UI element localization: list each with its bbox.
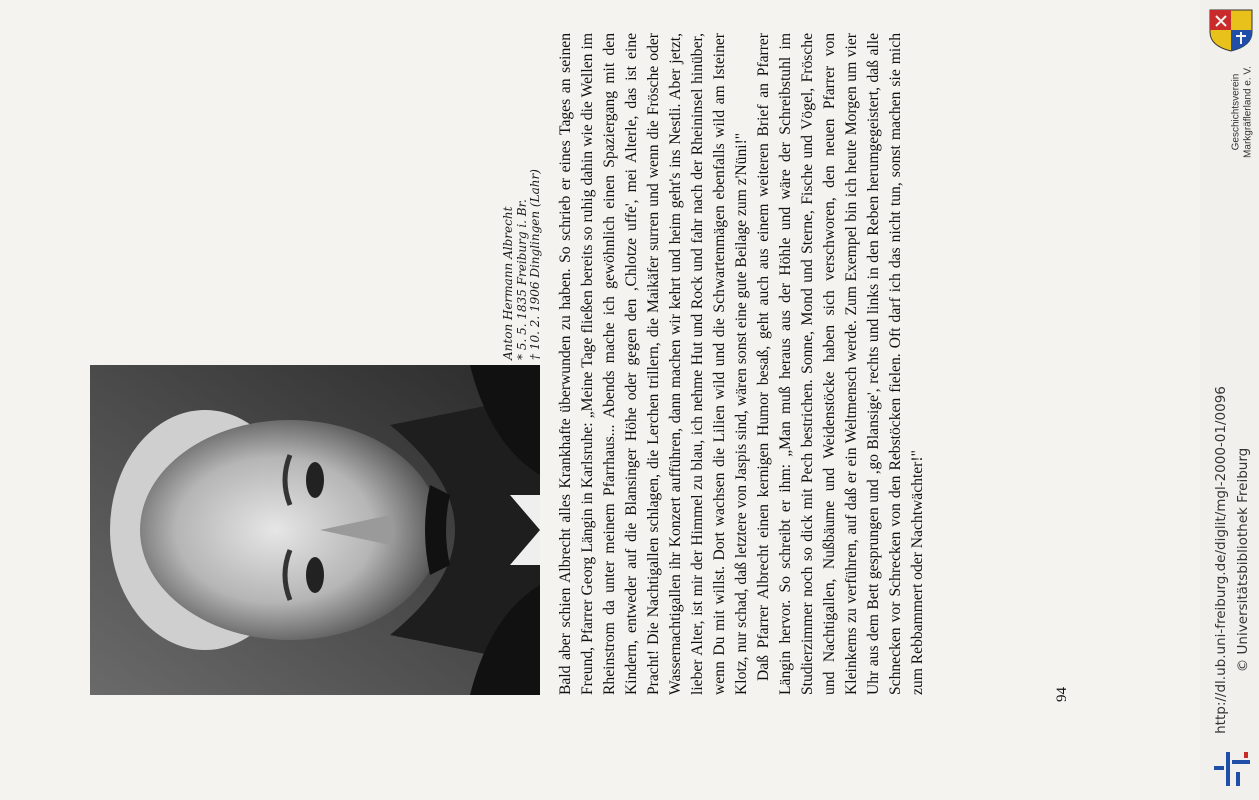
paragraph-1: Bald aber schien Albrecht alles Krankhafte überwunden zu haben. So schrieb er eines Tages an seinen Freund, Pfarrer Georg Längin in Karlsruhe: „Meine Tage fließen bereits so ruhig dahin wie die Wellen im Rheinstrom da unter meinem Pfarrhaus... Abends mache ich gewöhnlich einen Spaziergang mit den Kindern, entweder auf die Blansinger Höhe oder gegen den ‚Chlotze uffe', mei Alterle, das ist eine Pracht! Die Nachtigallen schlagen, die Lerchen trillern, die Maikäfer surren und wenn die Frösche oder Wassernachtigallen ihr Konzert aufführen, dann machen wir kehrt und heim geht's ins Nestli. Aber jetzt, lieber Alter, ist mir der Himmel zu blau, ich nehme Hut und Rock und fahr nach der Rheininsel hinüber, wenn Du mit willst. Dort wachsen die Lilien wild und die Schwartenmägen ebenfalls wild am Isteiner Klotz, nur schad, daß letztere von Jaspis sind, wären sonst eine gute Beilage zum z'Nüni!" (557, 33, 750, 695)
paragraph-2: Daß Pfarrer Albrecht einen kernigen Humor besaß, geht auch aus einem weiteren Brief an Pfarrer Längin hervor. So schreibt er ihm: „Man muß heraus aus der Höhle und wäre der Schreibstuhl im Studierzimmer noch so dick mit Pech bestrichen. Sonne, Mond und Sterne, Fische und Vögel, Frösche und Nachtigallen, Nußbäume und Weidenstöcke haben sich verschworen, den neuen Pfarrer von Kleinkems zu verführen, auf daß er ein Weltmensch werde. Zum Exempel bin ich heute Morgen um vier Uhr aus dem Bett gesprungen und ‚go Blansige', rechts und links in den Reben herumgegeistert, daß alle Schnecken vor Schrecken von den Rebstöcken fielen. Oft darf ich das nicht tun, sonst machen sie mich zum Rebbammert oder Nachtwächter!" (755, 33, 926, 695)
portrait-caption (502, 60, 543, 360)
copyright-text: © Universitätsbibliothek Freiburg (1235, 447, 1251, 673)
library-logo-icon (1210, 746, 1254, 790)
society-line-2: Markgräflerland e. V. (1242, 66, 1254, 158)
body-text (555, 33, 929, 695)
society-line-1: Geschichtsverein (1230, 73, 1242, 151)
source-url-text[interactable]: http://dl.ub.uni-freiburg.de/diglit/mgl-2000-01/0096 (1213, 386, 1229, 734)
caption-died: † 10. 2. 1906 Dinglingen (Lahr) (528, 169, 542, 360)
society-label (1228, 52, 1256, 172)
caption-born: * 5. 5. 1835 Freiburg i. Br. (514, 199, 529, 360)
copyright-notice (1233, 330, 1253, 790)
page-number: 94 (1054, 687, 1070, 702)
source-url[interactable] (1211, 330, 1231, 790)
portrait-photo (90, 365, 540, 695)
coat-of-arms-icon (1208, 8, 1254, 52)
caption-name: Anton Hermann Albrecht (501, 206, 515, 360)
